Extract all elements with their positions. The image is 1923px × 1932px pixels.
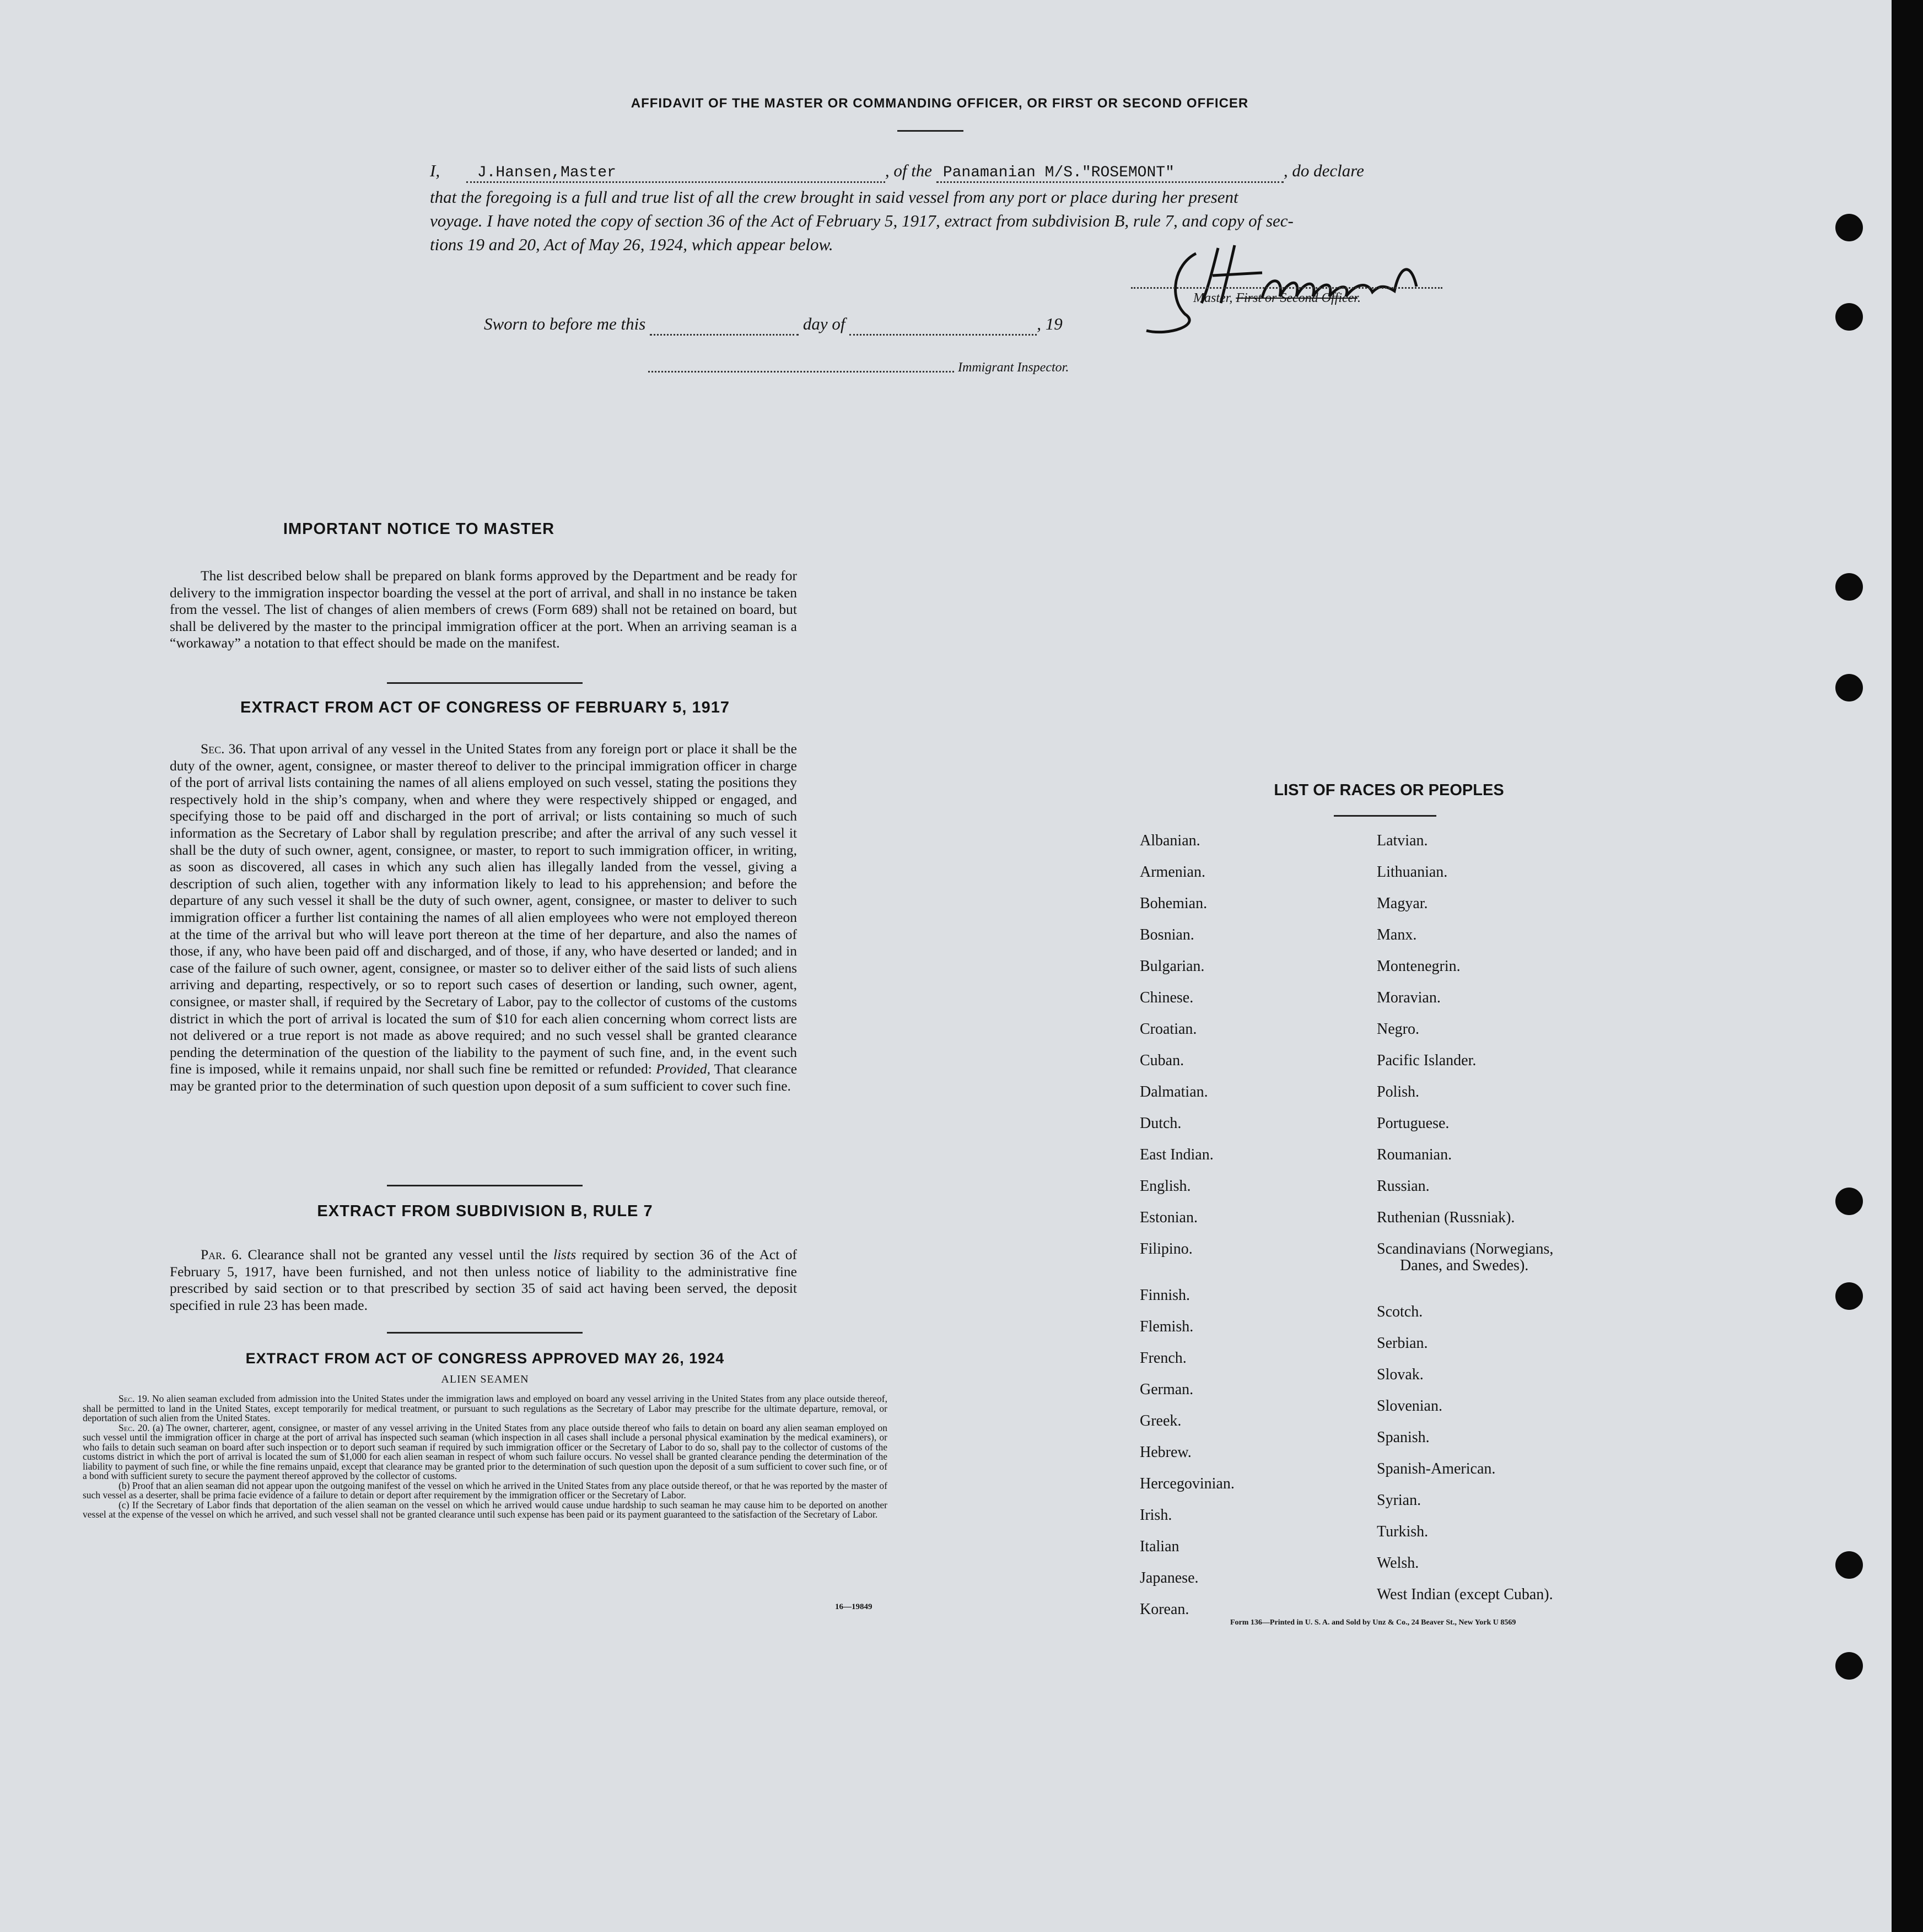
race-item: Greek.	[1140, 1412, 1182, 1429]
extract-1917-title: EXTRACT FROM ACT OF CONGRESS OF FEBRUARY 5, 1917	[240, 699, 730, 716]
race-item: Welsh.	[1377, 1555, 1419, 1572]
notice-title: IMPORTANT NOTICE TO MASTER	[283, 520, 555, 538]
extract-1924-body	[83, 1394, 887, 1520]
signer-label	[1193, 291, 1361, 306]
race-item: Manx.	[1377, 926, 1417, 943]
extract-1917-body	[170, 741, 797, 1094]
binder-hole	[1835, 1282, 1863, 1310]
sec-36-provided: Provided,	[656, 1061, 710, 1077]
race-item: Turkish.	[1377, 1523, 1429, 1540]
affidavit-do-declare: , do declare	[1283, 161, 1364, 180]
race-item: Moravian.	[1377, 989, 1441, 1006]
rule7-rule	[387, 1332, 583, 1334]
sworn-year: , 19	[1037, 314, 1063, 333]
sec-20b: (b) Proof that an alien seaman did not appear upon the outgoing manifest of the vessel on which he arrived in the United States from any place outside thereof, or that he was reported by the master of such vessel as a deserter, shall be prima facie evidence of a failure to detain or deport after requirement by the immigration officer or the Secretary of Labor.	[83, 1480, 887, 1501]
affidavit-line-4: tions 19 and 20, Act of May 26, 1924, which appear below.	[430, 235, 833, 254]
race-item: English.	[1140, 1178, 1191, 1195]
race-item: Dalmatian.	[1140, 1083, 1208, 1100]
race-item: German.	[1140, 1381, 1194, 1398]
race-item: French.	[1140, 1350, 1187, 1367]
race-item: Italian	[1140, 1538, 1179, 1555]
race-item: Pacific Islander.	[1377, 1052, 1477, 1069]
sworn-day-of: day of	[802, 314, 845, 333]
affidavit-line-2: that the foregoing is a full and true list of all the crew brought in said vessel from any port or place during her present	[430, 187, 1238, 207]
binder-hole	[1835, 573, 1863, 601]
race-item: Bulgarian.	[1140, 958, 1205, 975]
master-name-field	[466, 161, 885, 183]
race-item: Negro.	[1377, 1021, 1419, 1038]
sec-19-text: No alien seaman excluded from admission into the United States under the immigration laws and employed on board any vessel arriving in the United States from any place outside thereof, shall be permitted to land in the United States, except temporarily for medical treatment, or pursuant to such regulations as the Secretary of Labor may prescribe for the ultimate departure, removal, or deportation of such alien from the United States.	[83, 1393, 887, 1423]
races-rule	[1334, 815, 1436, 817]
binder-hole	[1835, 1188, 1863, 1215]
races-title: LIST OF RACES OR PEOPLES	[1274, 781, 1504, 799]
affidavit-of-the: , of the	[885, 161, 933, 180]
race-item: Albanian.	[1140, 832, 1200, 849]
vessel-name: Panamanian M/S."ROSEMONT"	[942, 164, 1175, 181]
extract-1924-subtitle: ALIEN SEAMEN	[441, 1373, 529, 1385]
race-item: Hercegovinian.	[1140, 1475, 1235, 1492]
race-item: Montenegrin.	[1377, 958, 1461, 975]
race-item: Scandinavians (Norwegians,	[1377, 1240, 1554, 1258]
race-item: Slovak.	[1377, 1366, 1424, 1383]
race-item: East Indian.	[1140, 1146, 1214, 1163]
race-item: Bohemian.	[1140, 895, 1208, 912]
race-item: Filipino.	[1140, 1240, 1193, 1258]
signer-period: .	[1357, 291, 1361, 305]
race-item: West Indian (except Cuban).	[1377, 1586, 1553, 1603]
race-item: Slovenian.	[1377, 1397, 1442, 1415]
race-item: Spanish.	[1377, 1429, 1430, 1446]
race-item: Croatian.	[1140, 1021, 1197, 1038]
affidavit-line-3: voyage. I have noted the copy of section 36 of the Act of February 5, 1917, extract from subdivision B, rule 7, and copy of sec-	[430, 211, 1294, 230]
print-code: 16—19849	[835, 1602, 872, 1611]
sec-36-label: Sec. 36.	[201, 741, 246, 757]
inspector-line	[648, 362, 954, 373]
extract-1917-rule	[387, 1185, 583, 1186]
binder-hole	[1835, 214, 1863, 241]
master-name: J.Hansen,Master	[477, 164, 616, 181]
signature-line	[1131, 278, 1442, 289]
race-item: Russian.	[1377, 1178, 1430, 1195]
race-item: Lithuanian.	[1377, 864, 1448, 881]
inspector-label: Immigrant Inspector.	[958, 360, 1069, 375]
sworn-month-field	[849, 314, 1037, 336]
race-item: Finnish.	[1140, 1287, 1191, 1304]
affidavit-title: AFFIDAVIT OF THE MASTER OR COMMANDING OFFICER, OR FIRST OR SECOND OFFICER	[631, 96, 1249, 111]
extract-1924-title: EXTRACT FROM ACT OF CONGRESS APPROVED MAY 26, 1924	[245, 1350, 725, 1367]
race-item: Cuban.	[1140, 1052, 1184, 1069]
race-item: Estonian.	[1140, 1209, 1198, 1226]
affidavit-line-1	[430, 161, 1477, 183]
race-item: Syrian.	[1377, 1492, 1421, 1509]
sworn-day-field	[650, 314, 799, 336]
page-edge	[1892, 0, 1923, 1932]
sec-20a	[83, 1423, 887, 1481]
race-item: Dutch.	[1140, 1115, 1182, 1132]
sec-20a-text: (a) The owner, charterer, agent, consignee, or master of any vessel arriving in the United States from any place outside thereof who fails to detain on board any alien seaman employed on such vessel until the immigration officer in charge at the port of arrival has inspected such seaman (which inspection in all cases shall include a personal physical examination by the medical examiners), or who fails to detain such seaman on board after such inspection or to deport such seaman if required by such immigration officer or the Secretary of Labor to do so, shall pay to the collector of customs of the customs district in which the port of arrival is located the sum of $1,000 for each alien seaman in respect of whom such failure occurs. No vessel shall be granted clearance pending the determination of the liability to payment of such fine, or while the fine remains unpaid, except that clearance may be granted prior to the determination of such question upon the deposit of a sum sufficient to cover such fine, or of a bond with sufficient surety to secure the payment thereof approved by the collector of customs.	[83, 1422, 887, 1481]
race-item: Polish.	[1377, 1083, 1420, 1100]
binder-hole	[1835, 1551, 1863, 1579]
sec-20c: (c) If the Secretary of Labor finds that deportation of the alien seaman on the vessel on which he arrived would cause undue hardship to such seaman he may cause him to be deported on another vessel at the expense of the vessel on which he arrived, and such vessel shall not be granted clearance until such expense has been paid or its payment guaranteed to the satisfaction of the Secretary of Labor.	[83, 1499, 887, 1520]
race-item: Irish.	[1140, 1507, 1172, 1524]
signer-master: Master,	[1193, 291, 1233, 305]
race-item: Ruthenian (Russniak).	[1377, 1209, 1515, 1226]
par-6-label: Par. 6.	[201, 1246, 243, 1262]
race-item: Scotch.	[1377, 1303, 1423, 1320]
race-item: Flemish.	[1140, 1318, 1194, 1335]
race-item: Bosnian.	[1140, 926, 1194, 943]
sec-19	[83, 1394, 887, 1423]
race-item: Armenian.	[1140, 864, 1205, 881]
form-footer: Form 136—Printed in U. S. A. and Sold by Unz & Co., 24 Beaver St., New York U 8569	[1230, 1618, 1516, 1627]
affidavit-title-rule	[897, 130, 963, 132]
race-item: Magyar.	[1377, 895, 1428, 912]
notice-text: The list described below shall be prepared on blank forms approved by the Department and be ready for delivery to the immigration inspector boarding the vessel at the port of arrival, and shall in no instance be taken from the vessel. The list of changes of alien members of crews (Form 689) shall not be retained on board, but shall be delivered by the master to the principal immigration officer at the port. When an arriving seaman is a “workaway” a notation to that effect should be made on the manifest.	[170, 568, 797, 651]
race-item: Hebrew.	[1140, 1444, 1192, 1461]
par-6-lists: lists	[553, 1246, 577, 1262]
par-6-text-end: required by section 36 of the Act of February 5, 1917, have been furnished, and not then unless notice of liability to the administrative fine prescribed by said section or to that prescribed by section 35 of said act having been served, the deposit specified in rule 23 has been made.	[170, 1246, 798, 1313]
sec-20-label: Sec. 20.	[118, 1422, 150, 1433]
vessel-name-field	[936, 161, 1284, 183]
race-item: Korean.	[1140, 1601, 1189, 1618]
sworn-label: Sworn to before me this	[484, 314, 646, 333]
race-item: Serbian.	[1377, 1335, 1428, 1352]
sec-36-text-end: That clearance may be granted prior to the determination of such question upon deposit of a sum sufficient to cover such fine.	[170, 1061, 798, 1094]
notice-body	[170, 568, 797, 652]
par-6-text: Clearance shall not be granted any vessel until the	[247, 1246, 548, 1262]
binder-hole	[1835, 674, 1863, 701]
binder-hole	[1835, 1652, 1863, 1680]
race-item: Roumanian.	[1377, 1146, 1452, 1163]
race-item: Latvian.	[1377, 832, 1428, 849]
rule7-title: EXTRACT FROM SUBDIVISION B, RULE 7	[317, 1202, 653, 1220]
race-item: Spanish-American.	[1377, 1460, 1496, 1477]
sec-36-text: That upon arrival of any vessel in the United States from any foreign port or place it shall be the duty of the owner, agent, consignee, or master thereof to deliver to the principal immigration officer in charge of the port of arrival lists containing the names of all aliens employed on such vessel, stating the positions they respectively hold in the ship’s company, when and where they were respectively shipped or engaged, and specifying those to be paid off and discharged in the port of arrival; or lists containing so much of such information as the Secretary of Labor shall by regulation prescribe; and after the arrival of any such vessel it shall be the duty of such owner, agent, consignee, or master, to report to such immigration officer, in writing, as soon as discovered, all cases in which any such alien has illegally landed from the vessel, giving a description of such alien, together with any information likely to lead to his apprehension; and before the departure of any such vessel it shall be the duty of such owner, agent, consignee, or master to deliver to such immigration officer a further list containing the names of all alien employees who were not employed thereon at the time of the arrival but who will leave port thereon at the time of her departure, and also the names of those, if any, who have been paid off and discharged, and of those, if any, who have deserted or landed; and in case of the failure of such owner, agent, consignee, or master so to deliver either of the said lists of such aliens arriving and departing, respectively, or so to report such cases of desertion or landing, such owner, agent, consignee, or master shall, if required by the Secretary of Labor, pay to the collector of customs of the customs district in which the port of arrival is located the sum of $10 for each alien concerning whom correct lists are not delivered or a true report is not made as above required; and no such vessel shall be granted clearance pending the determination of the question of the liability to the payment of such fine, and, in the event such fine is imposed, while it remains unpaid, nor shall such fine be remitted or refunded:	[170, 741, 797, 1077]
signer-struck-out: First or Second Officer	[1236, 291, 1358, 305]
notice-rule	[387, 682, 583, 684]
binder-hole	[1835, 303, 1863, 331]
sec-19-label: Sec. 19.	[118, 1393, 150, 1404]
sworn-line	[484, 314, 1063, 336]
rule7-body	[170, 1246, 797, 1314]
race-item: Danes, and Swedes).	[1400, 1257, 1529, 1274]
race-item: Portuguese.	[1377, 1115, 1450, 1132]
race-item: Japanese.	[1140, 1569, 1199, 1586]
race-item: Chinese.	[1140, 989, 1194, 1006]
affidavit-i: I,	[430, 161, 440, 180]
